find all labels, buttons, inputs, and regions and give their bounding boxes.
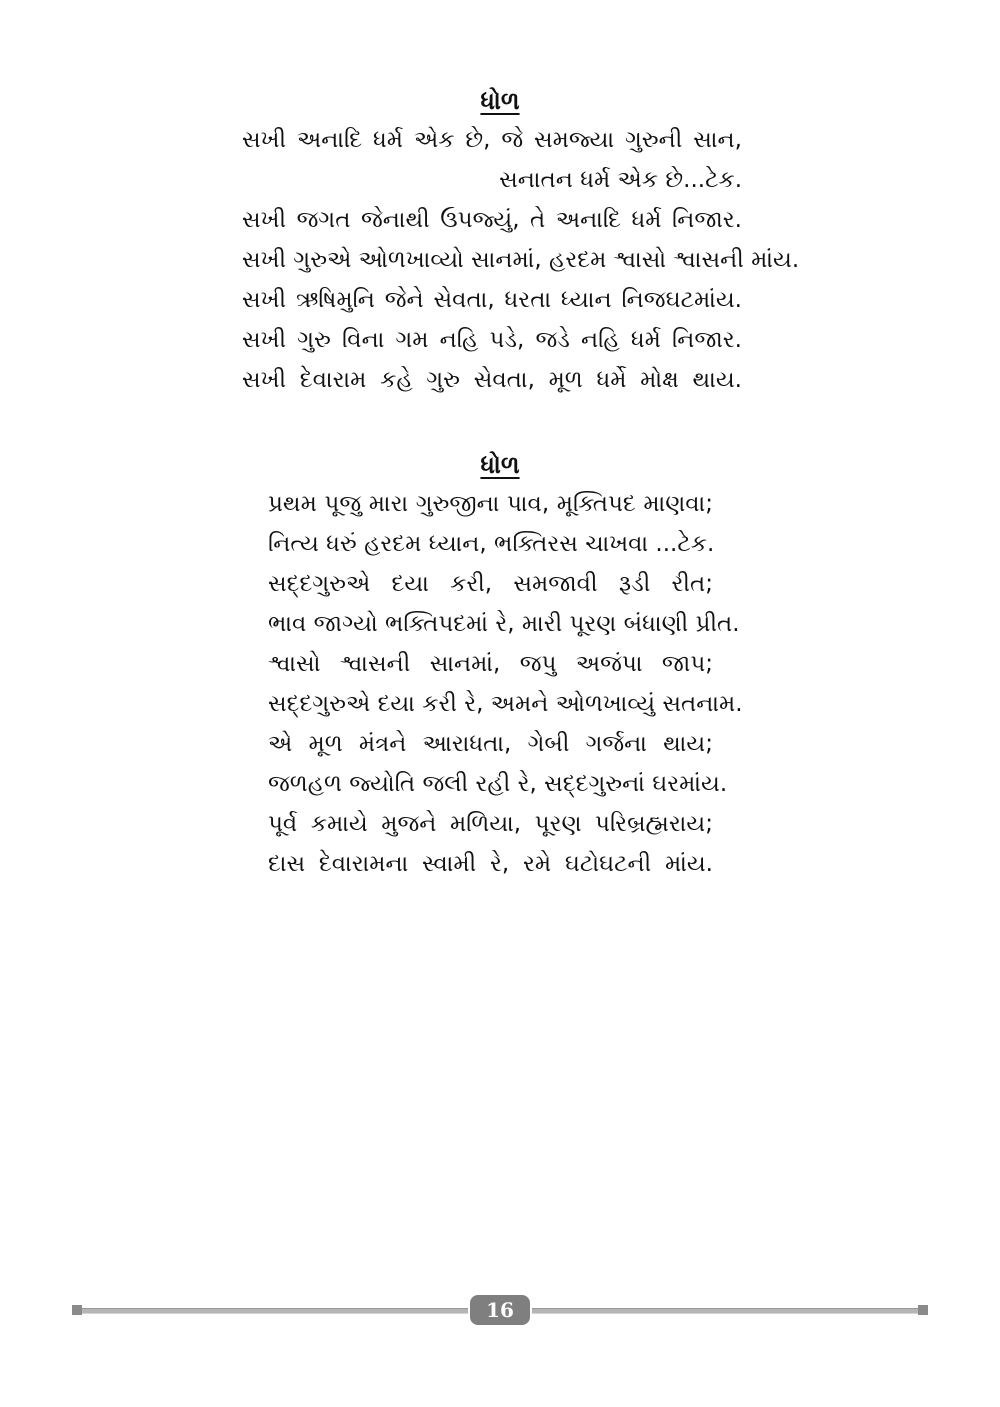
poem-line: સખી જગત જેનાથી ઉપજ્યું, તે અનાદિ ધર્મ નિજાર.: [242, 207, 742, 233]
poem-line: સખી ઋષિમુનિ જેને સેવતા, ધરતા ધ્યાન નિજઘટમાંય.: [242, 287, 742, 313]
rule-bar: [82, 1308, 468, 1314]
poem-lines: [268, 484, 743, 884]
poem-line: સદ્દગુરુએ દયા કરી, સમજાવી રૂડી રીત;: [268, 571, 713, 597]
poem-lines: [242, 120, 800, 400]
poem-line: એ મૂળ મંત્રને આરાધતા, ગેબી ગર્જના થાય;: [268, 731, 713, 757]
rule-end-cap: [918, 1305, 928, 1315]
rule-bar: [532, 1308, 918, 1314]
poem-line: શ્વાસો શ્વાસની સાનમાં, જપુ અજંપા જાપ;: [268, 651, 713, 677]
footer-rule-right: [532, 1305, 928, 1315]
page-number: 16: [470, 1295, 530, 1325]
poem-line: ભાવ જાગ્યો ભક્તિપદમાં રે, મારી પૂરણ બંધાણી પ્રીત.: [268, 611, 740, 637]
footer-rule-left: [72, 1305, 468, 1315]
poem-line: પ્રથમ પૂજુ મારા ગુરુજીના પાવ, મૂક્તિપદ માણવા;: [268, 491, 713, 517]
poem-line: સખી અનાદિ ધર્મ એક છે, જે સમજ્યા ગુરુની સાન,: [242, 127, 742, 153]
poem-line: પૂર્વ કમાયે મુજને મળિયા, પૂરણ પરિબ્રહ્મરાય;: [268, 811, 713, 837]
poem-refrain: સનાતન ધર્મ એક છે...ટેક.: [499, 167, 742, 193]
page-footer: [72, 1295, 928, 1325]
poem-heading: ધોળ: [480, 87, 520, 115]
poem-line: સખી ગુરુ વિના ગમ નહિ પડે, જડે નહિ ધર્મ નિજાર.: [242, 327, 742, 353]
poem-block-1: [0, 84, 1000, 400]
poem-line: નિત્ય ધરું હરદમ ધ્યાન, ભક્તિરસ ચાખવા ...ટેક.: [268, 531, 715, 557]
poem-block-2: [0, 448, 1000, 884]
poem-line: સખી ગુરુએ ઓળખાવ્યો સાનમાં, હરદમ શ્વાસો શ્વાસની માંય.: [242, 247, 800, 273]
poem-line: જળહળ જ્યોતિ જલી રહી રે, સદ્દગુરુનાં ઘરમાંય.: [268, 771, 728, 797]
poem-line: સદ્દગુરુએ દયા કરી રે, અમને ઓળખાવ્યું સતનામ.: [268, 691, 743, 717]
poem-line: સખી દેવારામ કહે ગુરુ સેવતા, મૂળ ધર્મે મોક્ષ થાય.: [242, 367, 742, 393]
rule-end-cap: [72, 1305, 82, 1315]
poem-line: દાસ દેવારામના સ્વામી રે, રમે ઘટોઘટની માંય.: [268, 851, 713, 877]
poem-heading: ધોળ: [480, 451, 520, 479]
